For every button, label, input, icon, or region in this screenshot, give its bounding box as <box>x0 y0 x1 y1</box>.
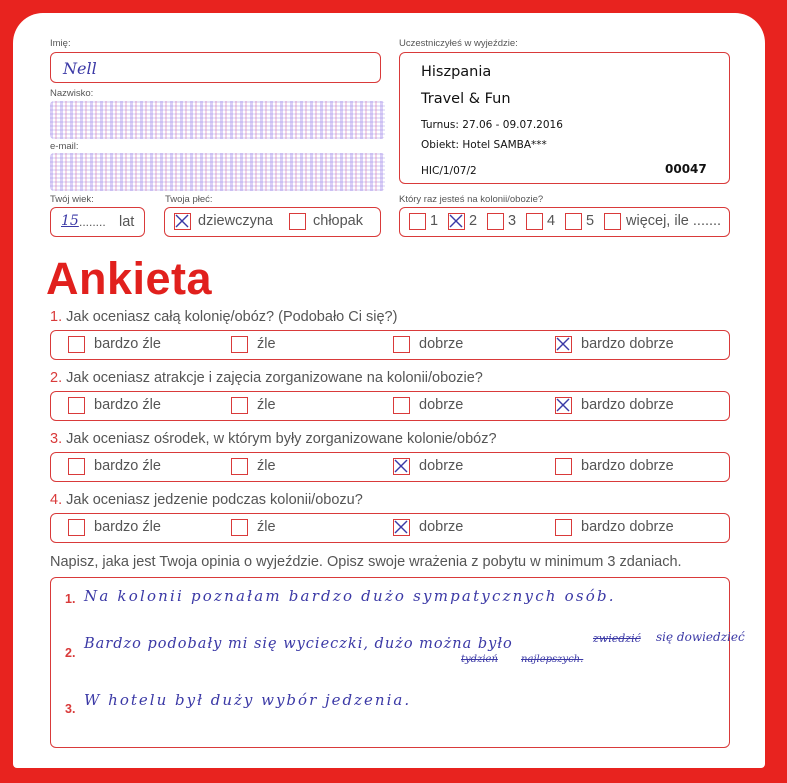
rating-option-label: bardzo źle <box>94 336 161 352</box>
rating-option-label: źle <box>257 336 276 352</box>
times-field <box>399 207 730 237</box>
question-2 <box>50 370 483 386</box>
opinion-line-number-3: 3. <box>65 702 76 716</box>
email-redacted <box>50 153 385 191</box>
question-number: 4. <box>50 492 63 508</box>
stamp-code: HIC/1/07/2 <box>421 165 477 177</box>
stamp-company: Travel & Fun <box>421 91 511 107</box>
rating-option-label: bardzo dobrze <box>581 458 674 474</box>
times-checkbox-4[interactable] <box>526 213 543 230</box>
stamp-turnus: Turnus: 27.06 - 09.07.2016 <box>421 119 563 131</box>
stamp-country: Hiszpania <box>421 64 492 80</box>
name-field[interactable] <box>50 52 381 83</box>
times-label: Który raz jesteś na kolonii/obozie? <box>399 194 544 205</box>
surname-redacted <box>50 101 385 139</box>
rating-checkbox-q2-opt4[interactable] <box>555 397 572 414</box>
age-field[interactable] <box>50 207 145 237</box>
trip-stamp-box <box>399 52 730 184</box>
question-4 <box>50 492 363 508</box>
times-option-3: 3 <box>508 213 517 229</box>
question-3 <box>50 431 497 447</box>
rating-option-label: dobrze <box>419 397 464 413</box>
rating-option-label: dobrze <box>419 336 464 352</box>
opinion-prompt: Napisz, jaka jest Twoja opinia o wyjeździe. Opisz swoje wrażenia z pobytu w minimum 3 zdaniach. <box>50 554 682 570</box>
times-checkbox-more[interactable] <box>604 213 621 230</box>
rating-option-label: bardzo źle <box>94 458 161 474</box>
opinion-box[interactable] <box>50 577 745 748</box>
rating-checkbox-q1-opt2[interactable] <box>231 336 248 353</box>
participant-label: Uczestniczyłeś w wyjeździe: <box>399 38 518 49</box>
opinion-line-2-below-struck: najlepszych. <box>521 654 584 665</box>
times-checkbox-2[interactable] <box>448 213 465 230</box>
gender-field <box>164 207 381 237</box>
rating-checkbox-q4-opt1[interactable] <box>68 519 85 536</box>
gender-checkbox-girl[interactable] <box>174 213 191 230</box>
gender-label: Twoja płeć: <box>165 194 213 205</box>
question-number: 1. <box>50 309 63 325</box>
check-mark-icon <box>556 398 570 412</box>
rating-option-label: źle <box>257 458 276 474</box>
rating-checkbox-q4-opt2[interactable] <box>231 519 248 536</box>
rating-checkbox-q2-opt3[interactable] <box>393 397 410 414</box>
gender-checkbox-boy[interactable] <box>289 213 306 230</box>
rating-checkbox-q3-opt4[interactable] <box>555 458 572 475</box>
opinion-line-number-2: 2. <box>65 646 76 660</box>
rating-checkbox-q1-opt3[interactable] <box>393 336 410 353</box>
gender-option-boy: chłopak <box>313 213 363 229</box>
stamp-obiekt: Obiekt: Hotel SAMBA*** <box>421 139 547 151</box>
question-text: Jak oceniasz ośrodek, w którym były zorganizowane kolonie/obóz? <box>66 431 497 447</box>
times-option-5: 5 <box>586 213 595 229</box>
check-mark-icon <box>394 459 408 473</box>
age-value: 15 <box>61 213 79 229</box>
rating-checkbox-q3-opt3[interactable] <box>393 458 410 475</box>
rating-option-label: bardzo dobrze <box>581 519 674 535</box>
surname-label: Nazwisko: <box>50 88 94 99</box>
rating-checkbox-q4-opt3[interactable] <box>393 519 410 536</box>
opinion-line-2-struck: zwiedzić <box>593 632 641 645</box>
check-mark-icon <box>394 520 408 534</box>
rating-option-label: bardzo dobrze <box>581 336 674 352</box>
rating-checkbox-q2-opt2[interactable] <box>231 397 248 414</box>
times-option-1: 1 <box>430 213 439 229</box>
times-checkbox-1[interactable] <box>409 213 426 230</box>
rating-option-label: dobrze <box>419 519 464 535</box>
rating-option-label: źle <box>257 397 276 413</box>
rating-option-label: bardzo źle <box>94 397 161 413</box>
age-dots: ........ <box>79 215 106 229</box>
gender-option-girl: dziewczyna <box>198 213 273 229</box>
rating-checkbox-q3-opt1[interactable] <box>68 458 85 475</box>
check-mark-icon <box>449 214 463 228</box>
name-value: Nell <box>63 59 97 78</box>
check-mark-icon <box>175 214 189 228</box>
rating-option-label: źle <box>257 519 276 535</box>
rating-option-label: dobrze <box>419 458 464 474</box>
age-label: Twój wiek: <box>50 194 94 205</box>
rating-checkbox-q1-opt4[interactable] <box>555 336 572 353</box>
rating-option-label: bardzo dobrze <box>581 397 674 413</box>
opinion-line-1: Na kolonii poznałam bardzo dużo sympatycznych osób. <box>84 587 616 605</box>
question-text: Jak oceniasz atrakcje i zajęcia zorganizowane na kolonii/obozie? <box>66 370 483 386</box>
times-option-more: więcej, ile ....... <box>626 213 722 229</box>
check-mark-icon <box>556 337 570 351</box>
name-label: Imię: <box>50 38 71 49</box>
question-number: 3. <box>50 431 63 447</box>
rating-option-label: bardzo źle <box>94 519 161 535</box>
times-option-4: 4 <box>547 213 556 229</box>
rating-checkbox-q4-opt4[interactable] <box>555 519 572 536</box>
stamp-number: 00047 <box>665 162 707 176</box>
rating-checkbox-q2-opt1[interactable] <box>68 397 85 414</box>
times-option-2: 2 <box>469 213 478 229</box>
opinion-line-number-1: 1. <box>65 592 76 606</box>
opinion-line-2-tail: się dowiedzieć <box>656 630 745 644</box>
times-checkbox-3[interactable] <box>487 213 504 230</box>
question-1 <box>50 309 397 325</box>
question-text: Jak oceniasz całą kolonię/obóz? (Podobało Ci się?) <box>66 309 398 325</box>
opinion-line-2-below: tydzień <box>461 654 498 665</box>
question-number: 2. <box>50 370 63 386</box>
rating-checkbox-q3-opt2[interactable] <box>231 458 248 475</box>
age-unit: lat <box>119 214 135 230</box>
email-label: e-mail: <box>50 141 79 152</box>
page-title: Ankieta <box>46 253 213 304</box>
times-checkbox-5[interactable] <box>565 213 582 230</box>
question-text: Jak oceniasz jedzenie podczas kolonii/obozu? <box>66 492 363 508</box>
rating-checkbox-q1-opt1[interactable] <box>68 336 85 353</box>
opinion-line-3: W hotelu był duży wybór jedzenia. <box>84 691 412 709</box>
survey-sheet <box>13 13 765 768</box>
opinion-line-2: Bardzo podobały mi się wycieczki, dużo można było <box>84 636 513 652</box>
